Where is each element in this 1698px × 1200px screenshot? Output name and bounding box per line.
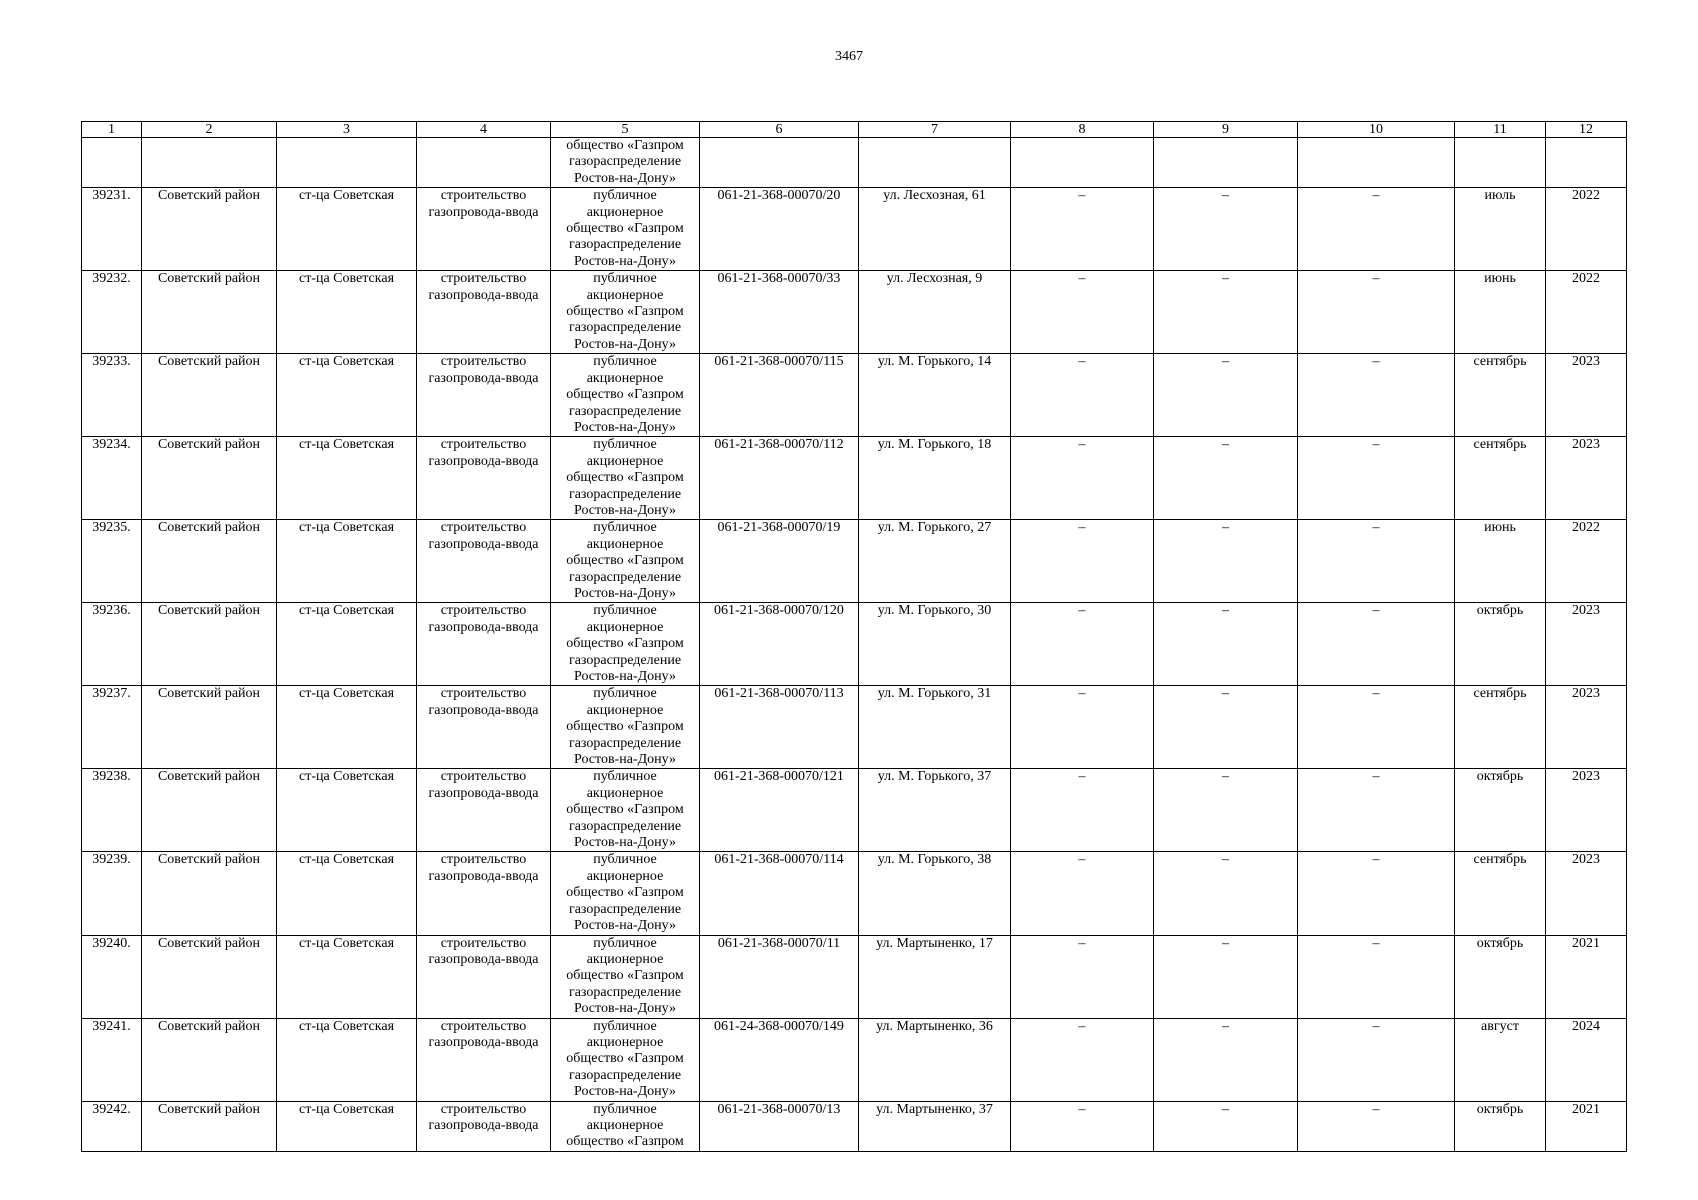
organization-cell: публичное акционерное общество «Газпром газораспределение Ростов-на-Дону»: [551, 520, 700, 603]
address-cell: ул. Лесхозная, 61: [859, 188, 1011, 271]
district-cell: Советский район: [142, 437, 277, 520]
row-number-cell: 39238.: [82, 769, 142, 852]
column-9-cell: –: [1154, 1101, 1298, 1151]
table-row: [82, 520, 1627, 603]
table-cell: [82, 138, 142, 188]
year-cell: 2021: [1546, 1101, 1627, 1151]
organization-cell: публичное акционерное общество «Газпром газораспределение Ростов-на-Дону»: [551, 852, 700, 935]
continuation-row: [82, 138, 1627, 188]
year-cell: 2024: [1546, 1018, 1627, 1101]
table-row: [82, 686, 1627, 769]
settlement-cell: ст-ца Советская: [277, 1018, 417, 1101]
district-cell: Советский район: [142, 769, 277, 852]
column-9-cell: –: [1154, 603, 1298, 686]
column-9-cell: –: [1154, 188, 1298, 271]
column-10-cell: –: [1298, 354, 1455, 437]
table-row: [82, 188, 1627, 271]
column-10-cell: –: [1298, 603, 1455, 686]
table-row: [82, 603, 1627, 686]
column-header: 2: [142, 122, 277, 138]
table-cell: [277, 138, 417, 188]
work-type-cell: строительство газопровода-ввода: [417, 354, 551, 437]
district-cell: Советский район: [142, 935, 277, 1018]
table-row: [82, 271, 1627, 354]
work-type-cell: строительство газопровода-ввода: [417, 188, 551, 271]
year-cell: 2023: [1546, 354, 1627, 437]
settlement-cell: ст-ца Советская: [277, 852, 417, 935]
address-cell: ул. М. Горького, 14: [859, 354, 1011, 437]
column-10-cell: –: [1298, 1101, 1455, 1151]
column-header: 6: [700, 122, 859, 138]
address-cell: ул. Лесхозная, 9: [859, 271, 1011, 354]
table-cell: [1298, 138, 1455, 188]
district-cell: Советский район: [142, 603, 277, 686]
month-cell: июль: [1455, 188, 1546, 271]
table-cell: [1546, 138, 1627, 188]
work-type-cell: строительство газопровода-ввода: [417, 769, 551, 852]
column-number-row: [82, 122, 1627, 138]
year-cell: 2023: [1546, 769, 1627, 852]
year-cell: 2023: [1546, 437, 1627, 520]
settlement-cell: ст-ца Советская: [277, 271, 417, 354]
month-cell: сентябрь: [1455, 354, 1546, 437]
column-10-cell: –: [1298, 686, 1455, 769]
column-8-cell: –: [1011, 603, 1154, 686]
table-cell: [1154, 138, 1298, 188]
register-table: [81, 121, 1627, 1152]
column-header: 4: [417, 122, 551, 138]
row-number-cell: 39237.: [82, 686, 142, 769]
month-cell: июнь: [1455, 271, 1546, 354]
year-cell: 2022: [1546, 271, 1627, 354]
table-cell: [1011, 138, 1154, 188]
district-cell: Советский район: [142, 520, 277, 603]
work-type-cell: строительство газопровода-ввода: [417, 437, 551, 520]
work-type-cell: строительство газопровода-ввода: [417, 1018, 551, 1101]
column-8-cell: –: [1011, 188, 1154, 271]
address-cell: ул. М. Горького, 30: [859, 603, 1011, 686]
settlement-cell: ст-ца Советская: [277, 935, 417, 1018]
organization-cell: публичное акционерное общество «Газпром газораспределение Ростов-на-Дону»: [551, 935, 700, 1018]
registry-code-cell: 061-21-368-00070/19: [700, 520, 859, 603]
column-header: 3: [277, 122, 417, 138]
organization-cell: публичное акционерное общество «Газпром газораспределение Ростов-на-Дону»: [551, 188, 700, 271]
column-header: 12: [1546, 122, 1627, 138]
registry-code-cell: 061-21-368-00070/13: [700, 1101, 859, 1151]
registry-code-cell: 061-21-368-00070/112: [700, 437, 859, 520]
column-10-cell: –: [1298, 520, 1455, 603]
column-8-cell: –: [1011, 1018, 1154, 1101]
column-10-cell: –: [1298, 271, 1455, 354]
month-cell: сентябрь: [1455, 437, 1546, 520]
column-header: 9: [1154, 122, 1298, 138]
column-8-cell: –: [1011, 852, 1154, 935]
column-header: 5: [551, 122, 700, 138]
year-cell: 2023: [1546, 686, 1627, 769]
work-type-cell: строительство газопровода-ввода: [417, 686, 551, 769]
settlement-cell: ст-ца Советская: [277, 603, 417, 686]
organization-cell: публичное акционерное общество «Газпром газораспределение Ростов-на-Дону»: [551, 437, 700, 520]
address-cell: ул. М. Горького, 31: [859, 686, 1011, 769]
year-cell: 2023: [1546, 603, 1627, 686]
registry-code-cell: 061-21-368-00070/115: [700, 354, 859, 437]
column-9-cell: –: [1154, 1018, 1298, 1101]
row-number-cell: 39231.: [82, 188, 142, 271]
month-cell: октябрь: [1455, 769, 1546, 852]
table-body: [82, 122, 1627, 1152]
work-type-cell: строительство газопровода-ввода: [417, 271, 551, 354]
address-cell: ул. Мартыненко, 37: [859, 1101, 1011, 1151]
settlement-cell: ст-ца Советская: [277, 769, 417, 852]
column-9-cell: –: [1154, 686, 1298, 769]
district-cell: Советский район: [142, 271, 277, 354]
table-row: [82, 354, 1627, 437]
year-cell: 2021: [1546, 935, 1627, 1018]
settlement-cell: ст-ца Советская: [277, 437, 417, 520]
organization-cell: публичное акционерное общество «Газпром: [551, 1101, 700, 1151]
year-cell: 2022: [1546, 188, 1627, 271]
row-number-cell: 39240.: [82, 935, 142, 1018]
column-8-cell: –: [1011, 437, 1154, 520]
row-number-cell: 39236.: [82, 603, 142, 686]
column-header: 10: [1298, 122, 1455, 138]
address-cell: ул. М. Горького, 27: [859, 520, 1011, 603]
district-cell: Советский район: [142, 852, 277, 935]
column-9-cell: –: [1154, 354, 1298, 437]
table-row: [82, 1101, 1627, 1151]
registry-code-cell: 061-21-368-00070/11: [700, 935, 859, 1018]
column-8-cell: –: [1011, 271, 1154, 354]
year-cell: 2022: [1546, 520, 1627, 603]
work-type-cell: строительство газопровода-ввода: [417, 852, 551, 935]
settlement-cell: ст-ца Советская: [277, 188, 417, 271]
row-number-cell: 39235.: [82, 520, 142, 603]
district-cell: Советский район: [142, 686, 277, 769]
work-type-cell: строительство газопровода-ввода: [417, 603, 551, 686]
registry-code-cell: 061-21-368-00070/33: [700, 271, 859, 354]
district-cell: Советский район: [142, 1101, 277, 1151]
column-8-cell: –: [1011, 686, 1154, 769]
table-row: [82, 769, 1627, 852]
address-cell: ул. М. Горького, 38: [859, 852, 1011, 935]
table-row: [82, 437, 1627, 520]
column-9-cell: –: [1154, 271, 1298, 354]
row-number-cell: 39234.: [82, 437, 142, 520]
month-cell: октябрь: [1455, 1101, 1546, 1151]
organization-cell: публичное акционерное общество «Газпром газораспределение Ростов-на-Дону»: [551, 769, 700, 852]
month-cell: сентябрь: [1455, 852, 1546, 935]
organization-cell: публичное акционерное общество «Газпром газораспределение Ростов-на-Дону»: [551, 354, 700, 437]
year-cell: 2023: [1546, 852, 1627, 935]
registry-code-cell: 061-21-368-00070/121: [700, 769, 859, 852]
column-9-cell: –: [1154, 935, 1298, 1018]
address-cell: ул. М. Горького, 18: [859, 437, 1011, 520]
column-8-cell: –: [1011, 1101, 1154, 1151]
row-number-cell: 39241.: [82, 1018, 142, 1101]
month-cell: октябрь: [1455, 603, 1546, 686]
column-9-cell: –: [1154, 852, 1298, 935]
column-header: 8: [1011, 122, 1154, 138]
column-9-cell: –: [1154, 769, 1298, 852]
work-type-cell: строительство газопровода-ввода: [417, 1101, 551, 1151]
row-number-cell: 39233.: [82, 354, 142, 437]
organization-cell: публичное акционерное общество «Газпром газораспределение Ростов-на-Дону»: [551, 686, 700, 769]
column-10-cell: –: [1298, 1018, 1455, 1101]
table-row: [82, 1018, 1627, 1101]
table-cell: [142, 138, 277, 188]
settlement-cell: ст-ца Советская: [277, 686, 417, 769]
district-cell: Советский район: [142, 354, 277, 437]
organization-cell: публичное акционерное общество «Газпром газораспределение Ростов-на-Дону»: [551, 1018, 700, 1101]
column-header: 7: [859, 122, 1011, 138]
column-header: 1: [82, 122, 142, 138]
column-9-cell: –: [1154, 520, 1298, 603]
column-10-cell: –: [1298, 769, 1455, 852]
table-row: [82, 935, 1627, 1018]
registry-code-cell: 061-21-368-00070/114: [700, 852, 859, 935]
column-10-cell: –: [1298, 935, 1455, 1018]
table-cell: [417, 138, 551, 188]
work-type-cell: строительство газопровода-ввода: [417, 935, 551, 1018]
table-cell: [859, 138, 1011, 188]
settlement-cell: ст-ца Советская: [277, 354, 417, 437]
row-number-cell: 39239.: [82, 852, 142, 935]
column-8-cell: –: [1011, 769, 1154, 852]
column-8-cell: –: [1011, 520, 1154, 603]
work-type-cell: строительство газопровода-ввода: [417, 520, 551, 603]
table-cell: [1455, 138, 1546, 188]
settlement-cell: ст-ца Советская: [277, 1101, 417, 1151]
registry-code-cell: 061-21-368-00070/113: [700, 686, 859, 769]
table-row: [82, 852, 1627, 935]
page-number: 3467: [835, 49, 863, 64]
month-cell: сентябрь: [1455, 686, 1546, 769]
month-cell: август: [1455, 1018, 1546, 1101]
row-number-cell: 39242.: [82, 1101, 142, 1151]
district-cell: Советский район: [142, 1018, 277, 1101]
organization-cell: публичное акционерное общество «Газпром газораспределение Ростов-на-Дону»: [551, 271, 700, 354]
column-8-cell: –: [1011, 935, 1154, 1018]
month-cell: октябрь: [1455, 935, 1546, 1018]
column-8-cell: –: [1011, 354, 1154, 437]
column-10-cell: –: [1298, 188, 1455, 271]
address-cell: ул. Мартыненко, 17: [859, 935, 1011, 1018]
district-cell: Советский район: [142, 188, 277, 271]
table-cell: [700, 138, 859, 188]
month-cell: июнь: [1455, 520, 1546, 603]
registry-code-cell: 061-21-368-00070/20: [700, 188, 859, 271]
address-cell: ул. М. Горького, 37: [859, 769, 1011, 852]
address-cell: ул. Мартыненко, 36: [859, 1018, 1011, 1101]
settlement-cell: ст-ца Советская: [277, 520, 417, 603]
column-10-cell: –: [1298, 852, 1455, 935]
column-header: 11: [1455, 122, 1546, 138]
organization-cell: публичное акционерное общество «Газпром газораспределение Ростов-на-Дону»: [551, 603, 700, 686]
registry-code-cell: 061-24-368-00070/149: [700, 1018, 859, 1101]
organization-cell: общество «Газпром газораспределение Ростов-на-Дону»: [551, 138, 700, 188]
registry-code-cell: 061-21-368-00070/120: [700, 603, 859, 686]
column-10-cell: –: [1298, 437, 1455, 520]
column-9-cell: –: [1154, 437, 1298, 520]
row-number-cell: 39232.: [82, 271, 142, 354]
